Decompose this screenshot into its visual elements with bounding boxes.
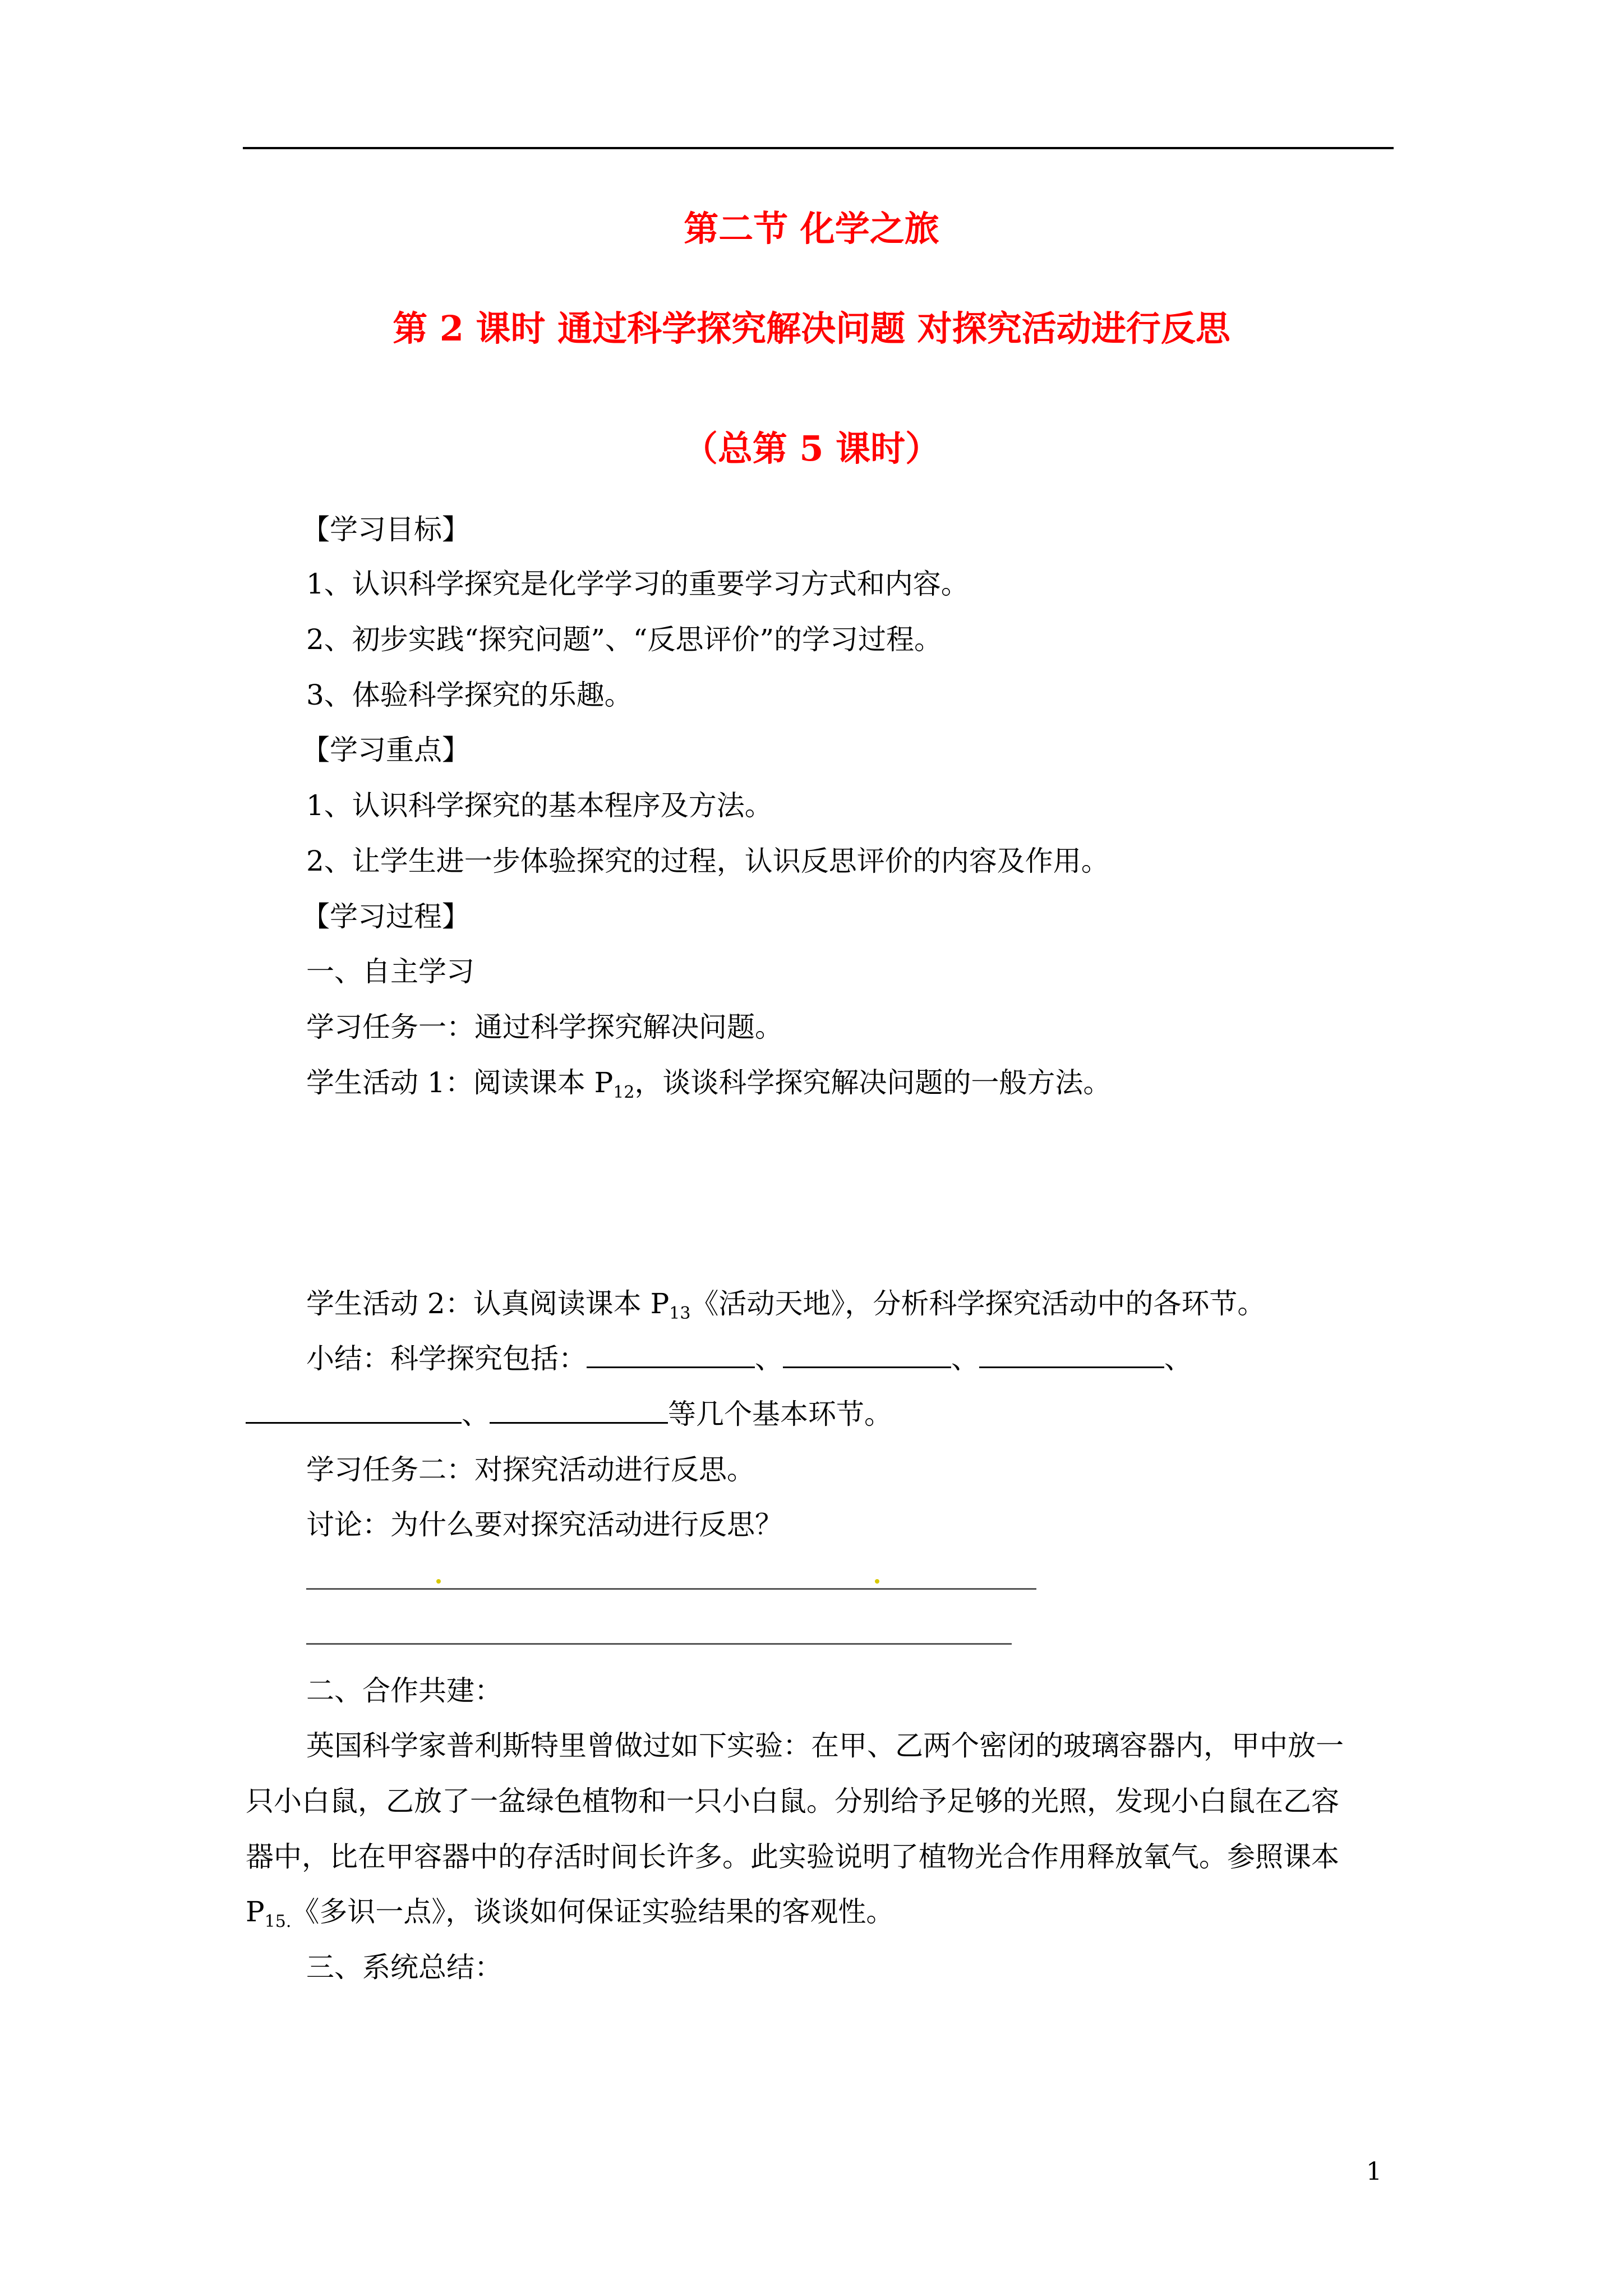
summary-blank-1[interactable] [587,1342,755,1368]
goal-item-3: 3、体验科学探究的乐趣。 [306,679,633,711]
part2-heading: 二、合作共建： [306,1674,502,1707]
summary-prefix: 小结：科学探究包括： [306,1342,587,1375]
experiment-line-3: 器中，比在甲容器中的存活时间长许多。此实验说明了植物光合作用释放氧气。参照课本 [246,1841,1339,1873]
summary-separator-4: 、 [462,1398,490,1430]
activity2-prefix: 学生活动 2：认真阅读课本 P [306,1287,670,1320]
experiment-line-2: 只小白鼠，乙放了一盆绿色植物和一只小白鼠。分别给予足够的光照，发现小白鼠在乙容 [246,1785,1339,1818]
answer-line-1[interactable] [306,1588,1036,1590]
summary-suffix: 等几个基本环节。 [668,1398,892,1430]
task1-text: 学习任务一：通过科学探究解决问题。 [306,1011,783,1043]
activity1-prefix: 学生活动 1：阅读课本 P [306,1066,614,1099]
summary-separator-3: 、 [1164,1342,1192,1375]
stray-dot [875,1579,879,1584]
lesson-total: （总第 5 课时） [683,428,940,469]
header-rule [243,147,1394,149]
activity1-text [306,1063,1111,1102]
summary-blank-5[interactable] [490,1397,668,1424]
section-title: 第二节 化学之旅 [684,208,939,249]
answer-line-2[interactable] [306,1643,1012,1645]
lesson-title: 第 2 课时 通过科学探究解决问题 对探究活动进行反思 [393,308,1230,349]
task2-text: 学习任务二：对探究活动进行反思。 [306,1453,755,1486]
activity1-suffix: ，谈谈科学探究解决问题的一般方法。 [634,1066,1112,1099]
summary-blank-3[interactable] [979,1342,1164,1368]
stray-dot [436,1579,441,1584]
experiment-line-4-prefix: P [246,1895,265,1928]
discussion-text: 讨论：为什么要对探究活动进行反思？ [306,1508,783,1541]
experiment-line-1: 英国科学家普利斯特里曾做过如下实验：在甲、乙两个密闭的玻璃容器内，甲中放一 [306,1729,1344,1762]
part3-heading: 三、系统总结： [306,1951,502,1984]
page-number: 1 [1366,2157,1382,2186]
goals-heading: 【学习目标】 [302,513,470,546]
experiment-line-4 [246,1892,894,1931]
summary-separator-1: 、 [755,1342,783,1375]
focus-item-1: 1、认识科学探究的基本程序及方法。 [306,789,773,822]
focus-item-2: 2、让学生进一步体验探究的过程，认识反思评价的内容及作用。 [306,845,1109,877]
summary-line-2 [246,1395,892,1434]
focus-heading: 【学习重点】 [302,734,470,766]
goal-item-1: 1、认识科学探究是化学学习的重要学习方式和内容。 [306,568,969,600]
activity2-suffix: 《活动天地》，分析科学探究活动中的各环节。 [690,1287,1266,1320]
process-heading: 【学习过程】 [302,900,470,933]
summary-blank-2[interactable] [783,1342,951,1368]
summary-separator-2: 、 [951,1342,979,1375]
part1-heading: 一、自主学习 [306,955,474,988]
activity1-page-sub: 12 [613,1083,635,1102]
summary-line-1 [306,1339,1192,1378]
goal-item-2: 2、初步实践“探究问题”、“反思评价”的学习过程。 [306,623,943,656]
experiment-line-4-suffix: 《多识一点》，谈谈如何保证实验结果的客观性。 [291,1895,895,1928]
experiment-line-4-sub: 15. [264,1912,292,1931]
activity2-page-sub: 13 [669,1304,691,1323]
summary-blank-4[interactable] [246,1397,462,1424]
activity2-text [306,1284,1265,1323]
